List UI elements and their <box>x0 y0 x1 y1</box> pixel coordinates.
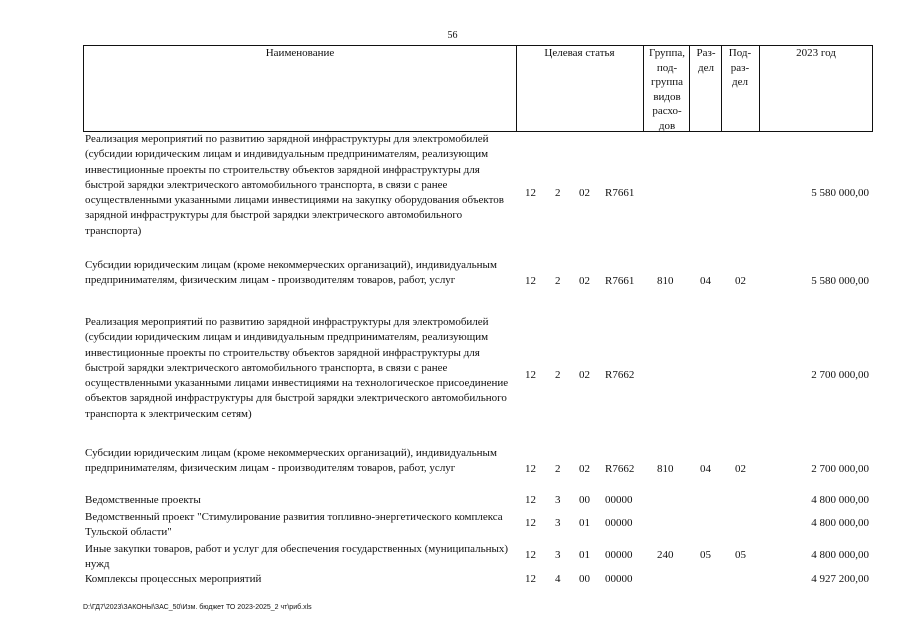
code-program: 12 <box>525 463 536 475</box>
table-row <box>83 542 871 574</box>
code-subprogram: 2 <box>555 187 561 199</box>
amount-2023: 5 580 000,00 <box>811 187 869 199</box>
row-name: Субсидии юридическим лицам (кроме некоммерческих организаций), индивидуальным предпринимателям, физическим лицам - производителям товаров, работ, услуг <box>85 447 497 475</box>
header-expense-group: Группа, под- группа видов расхо- дов <box>649 47 685 132</box>
row-name: Иные закупки товаров, работ и услуг для обеспечения государственных (муниципальных) нужд <box>85 543 509 571</box>
code-section: 04 <box>700 275 711 287</box>
code-subprogram: 2 <box>555 463 561 475</box>
table-row <box>83 572 871 588</box>
file-path-footer: D:\ГД7\2023\ЗАКОНЫ\ЗАС_50\Изм. бюджет ТО 2023-2025_2 чт\риб.xls <box>83 604 312 611</box>
code-main: 02 <box>579 187 590 199</box>
header-name: Наименование <box>265 47 335 59</box>
row-name: Субсидии юридическим лицам (кроме некоммерческих организаций), индивидуальным предпринимателям, физическим лицам - производителям товаров, работ, услуг <box>85 259 497 287</box>
code-main: 02 <box>579 275 590 287</box>
code-subprogram: 2 <box>555 369 561 381</box>
code-subsection: 05 <box>735 549 746 561</box>
code-direction: R7661 <box>605 187 635 199</box>
amount-2023: 2 700 000,00 <box>811 463 869 475</box>
code-program: 12 <box>525 573 536 585</box>
header-subsection: Под- раз- дел <box>728 47 752 88</box>
code-program: 12 <box>525 275 536 287</box>
code-direction: R7662 <box>605 369 635 381</box>
code-direction: 00000 <box>605 517 633 529</box>
code-direction: R7661 <box>605 275 635 287</box>
code-main: 02 <box>579 369 590 381</box>
code-main: 00 <box>579 494 590 506</box>
code-subprogram: 3 <box>555 549 561 561</box>
amount-2023: 2 700 000,00 <box>811 369 869 381</box>
header-year: 2023 год <box>796 47 836 59</box>
table-row <box>83 446 871 494</box>
header-section: Раз- дел <box>696 47 716 74</box>
code-direction: 00000 <box>605 573 633 585</box>
row-name: Ведомственный проект "Стимулирование развития топливно-энергетического комплекса Тульской области" <box>85 511 503 539</box>
table-row <box>83 493 871 509</box>
code-program: 12 <box>525 494 536 506</box>
code-section: 05 <box>700 549 711 561</box>
header-target-article: Целевая статья <box>544 47 615 59</box>
code-subprogram: 4 <box>555 573 561 585</box>
code-subprogram: 3 <box>555 494 561 506</box>
table-row <box>83 510 871 542</box>
amount-2023: 4 927 200,00 <box>811 573 869 585</box>
row-name: Комплексы процессных мероприятий <box>85 573 262 585</box>
code-subprogram: 3 <box>555 517 561 529</box>
row-name: Ведомственные проекты <box>85 494 201 506</box>
code-expense-group: 810 <box>657 275 674 287</box>
code-direction: 00000 <box>605 494 633 506</box>
row-name: Реализация мероприятий по развитию зарядной инфраструктуры для электромобилей (субсидии юридическим лицам и индивидуальным предпринимателям, реализующим инвестиционные проекты по строительству объектов зарядной инфраструктуры для быстрой зарядки электрического автомобильного транспорта, в связи с ранее осуществленными указанными лицами инвестициями на технологическое присоединение объектов зарядной инфраструктуры для быстрой зарядки электрического автомобильного транспорта к электрическим сетям) <box>85 316 509 420</box>
code-expense-group: 240 <box>657 549 674 561</box>
code-direction: 00000 <box>605 549 633 561</box>
table-row <box>83 132 871 256</box>
code-main: 02 <box>579 463 590 475</box>
table-row <box>83 315 871 439</box>
row-name: Реализация мероприятий по развитию зарядной инфраструктуры для электромобилей (субсидии юридическим лицам и индивидуальным предпринимателям, реализующим инвестиционные проекты по строительству объектов зарядной инфраструктуры для быстрой зарядки электрического автомобильного транспорта, в связи с ранее осуществленными указанными лицами инвестициями на закупку оборудования объектов зарядной инфраструктуры для быстрой зарядки электрического автомобильного транспорта) <box>85 133 504 237</box>
code-program: 12 <box>525 517 536 529</box>
code-main: 01 <box>579 549 590 561</box>
amount-2023: 4 800 000,00 <box>811 549 869 561</box>
code-subprogram: 2 <box>555 275 561 287</box>
code-main: 00 <box>579 573 590 585</box>
code-program: 12 <box>525 549 536 561</box>
amount-2023: 4 800 000,00 <box>811 517 869 529</box>
code-expense-group: 810 <box>657 463 674 475</box>
code-direction: R7662 <box>605 463 635 475</box>
code-subsection: 02 <box>735 463 746 475</box>
amount-2023: 4 800 000,00 <box>811 494 869 506</box>
page-number: 56 <box>447 30 458 41</box>
table-row <box>83 258 871 308</box>
code-program: 12 <box>525 369 536 381</box>
amount-2023: 5 580 000,00 <box>811 275 869 287</box>
code-program: 12 <box>525 187 536 199</box>
table-header <box>83 45 873 132</box>
code-section: 04 <box>700 463 711 475</box>
code-main: 01 <box>579 517 590 529</box>
code-subsection: 02 <box>735 275 746 287</box>
